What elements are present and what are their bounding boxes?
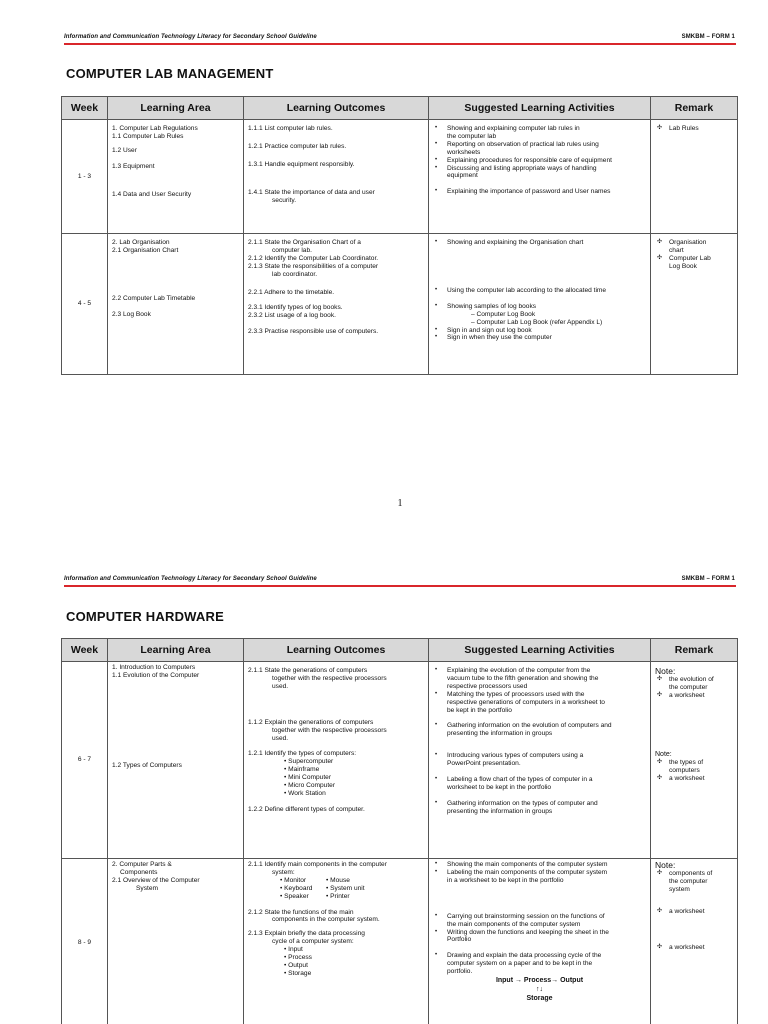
component-pair: • Keyboard • System unit (280, 884, 365, 892)
column-header-learning-area: Learning Area (108, 639, 244, 662)
remark-cell (651, 859, 738, 1024)
column-header-activities: Suggested Learning Activities (429, 639, 651, 662)
activity-item: • Sign in and sign out log book (435, 326, 532, 334)
remark-item: ✣ components of the computer system (657, 870, 713, 893)
outcome-item: 1.1.1 List computer lab rules. (248, 125, 333, 132)
activity-item: • Reporting on observation of practical lab rules using worksheets (435, 140, 599, 156)
activity-item: • Carrying out brainstorming session on the functions of the main components of the computer system (435, 912, 605, 928)
learning-outcomes-cell: 2.1.1 Identify main components in the computer system: • Monitor • Mouse • Keyboard • System unit • Speaker • Printer 2.1.2 State the functions of the main components in the computer system. 2.1.3 Explain briefly the data processing cycle of a computer system: • Input • Process • Output • Storage (244, 859, 429, 1024)
activity-item: • Sign in when they use the computer (435, 334, 552, 342)
header-rule (64, 43, 736, 45)
table-header-row (62, 639, 738, 662)
area-item: 2. Lab Organisation (112, 239, 170, 246)
activity-item: • Explaining the evolution of the computer from the vacuum tube to the fifth generation and showing the respective processors used (435, 667, 599, 690)
outcome-item: 2.1.3 State the responsibilities of a computer (248, 262, 379, 270)
outcome-item: 1.2.1 Practice computer lab rules. (248, 142, 347, 150)
computer-type-item: • Mini Computer (284, 774, 332, 782)
section-title: COMPUTER LAB MANAGEMENT (66, 66, 274, 81)
outcome-item-continued: security. (272, 196, 297, 204)
remark-item: ✣ a worksheet (657, 691, 705, 699)
computer-type-item: • Mainframe (284, 766, 320, 774)
area-item: 1.3 Equipment (112, 162, 155, 170)
outcome-item: 1.1.2 Explain the generations of computers (248, 718, 374, 726)
learning-area-cell (108, 120, 244, 234)
activity-item: • Showing and explaining computer lab rules in the computer lab (435, 125, 580, 140)
area-item: 1.1 Evolution of the Computer (112, 671, 200, 679)
table-row (62, 859, 738, 1024)
learning-outcomes-cell: 2.1.1 State the generations of computers together with the respective processors used. 1.1.2 Explain the generations of computers together with the respective processors used. 1.2.1 Identify the types of computers: • Supercomputer • Mainframe • Mini Computer • Micro Computer • Work Station 1.2.2 Define different types of computer. (244, 662, 429, 859)
activity-item: • Labeling a flow chart of the types of computer in a worksheet to be kept in the portfolio (435, 776, 593, 791)
week-cell: 6 - 7 (62, 662, 108, 859)
area-item: 1.2 Types of Computers (112, 761, 182, 769)
activities-cell (429, 120, 651, 234)
area-item: 1. Introduction to Computers (112, 664, 196, 671)
component-pair: • Monitor • Mouse (280, 876, 350, 884)
page-number: 1 (397, 498, 403, 509)
activity-item: • Using the computer lab according to the allocated time (435, 286, 607, 294)
area-item: 2.1 Organisation Chart (112, 246, 179, 254)
syllabus-table (61, 638, 738, 1024)
column-header-week: Week (62, 97, 108, 120)
guideline-title: Information and Communication Technology Literacy for Secondary School Guideline (64, 576, 317, 582)
learning-outcomes-cell: 2.1.1 State the Organisation Chart of a computer lab. 2.1.2 Identify the Computer Lab Coordinator. 2.1.3 State the responsibilities of a computer lab coordinator. 2.2.1 Adhere to the timetable. 2.3.1 Identify types of log books. 2.3.2 List usage of a log book. 2.3.3 Practise responsible use of computers. (244, 234, 429, 375)
form-label: SMKBM – FORM 1 (681, 576, 735, 582)
note-label: Note: (655, 860, 676, 870)
remark-cell (651, 662, 738, 859)
column-header-learning-area: Learning Area (108, 97, 244, 120)
section-title: COMPUTER HARDWARE (66, 609, 224, 624)
activity-item: • Writing down the functions and keeping the sheet in the Portfolio (435, 928, 609, 944)
table-row (62, 120, 738, 234)
learning-area-cell (108, 662, 244, 859)
remark-item: ✣ a worksheet (657, 907, 705, 915)
cycle-item: • Input (284, 946, 303, 954)
computer-type-item: • Work Station (284, 789, 326, 797)
outcome-item: 2.1.1 State the Organisation Chart of a (248, 239, 361, 246)
outcome-item: 2.1.2 Identify the Computer Lab Coordinator. (248, 254, 379, 262)
area-item: 2. Computer Parts & (112, 861, 172, 868)
area-item: 1. Computer Lab Regulations (112, 125, 198, 132)
area-item: 1.1 Computer Lab Rules (112, 132, 184, 140)
activities-cell (429, 859, 651, 1024)
activity-item: • Explaining procedures for responsible care of equipment (435, 156, 612, 164)
area-item: 2.1 Overview of the Computer (112, 876, 200, 884)
area-item: 1.4 Data and User Security (112, 190, 192, 198)
week-cell: 8 - 9 (62, 859, 108, 1024)
table-row (62, 662, 738, 859)
column-header-remark: Remark (651, 639, 738, 662)
remark-cell (651, 120, 738, 234)
activity-item: • Discussing and listing appropriate ways of handling equipment (435, 164, 597, 180)
note-label: Note: (655, 666, 676, 676)
data-processing-flow: Input → Process→ Output ↑↓ Storage (495, 977, 584, 1003)
outcome-item: 2.1.2 State the functions of the main (248, 908, 354, 916)
activity-item: • Matching the types of processors used with the respective generations of computers in a worksheet to be kept in the portfolio (435, 690, 605, 714)
learning-area-cell: 2. Computer Parts & Components 2.1 Overview of the Computer System (108, 859, 244, 1024)
activity-item: • Gathering information on the evolution of computers and presenting the information in groups (435, 722, 612, 738)
cycle-item: • Output (284, 961, 308, 969)
outcome-item: 2.1.1 State the generations of computers (248, 667, 368, 674)
column-header-learning-outcomes: Learning Outcomes (244, 97, 429, 120)
remark-item: ✣ Organisation chart (657, 239, 707, 254)
column-header-week: Week (62, 639, 108, 662)
area-item: 2.3 Log Book (112, 310, 151, 318)
header-rule (64, 585, 736, 587)
activity-item: • Showing and explaining the Organisation chart (435, 239, 584, 246)
table-header-row (62, 97, 738, 120)
remark-item: ✣ the evolution of the computer (657, 676, 714, 691)
remark-item: ✣ a worksheet (657, 943, 705, 951)
area-item: 1.2 User (112, 146, 137, 154)
cycle-item: • Storage (284, 969, 312, 977)
syllabus-table (61, 96, 738, 375)
activity-item: • Introducing various types of computers using a PowerPoint presentation. (435, 752, 584, 768)
outcome-item: 1.3.1 Handle equipment responsibly. (248, 160, 355, 168)
area-item: 2.2 Computer Lab Timetable (112, 294, 196, 302)
component-pair: • Speaker • Printer (280, 892, 350, 900)
column-header-learning-outcomes: Learning Outcomes (244, 639, 429, 662)
activity-item: • Explaining the importance of password and User names (435, 188, 611, 196)
outcome-item: 1.4.1 State the importance of data and user (248, 188, 375, 196)
outcome-item: 2.3.2 List usage of a log book. (248, 312, 336, 320)
cycle-item: • Process (284, 954, 312, 962)
table-row (62, 234, 738, 375)
activity-item: • Showing samples of log books – Computer Log Book – Computer Lab Log Book (refer Appendix L) (435, 302, 603, 326)
learning-area-cell (108, 234, 244, 375)
activity-item: • Drawing and explain the data processing cycle of the computer system on a paper and to be kept in the portfolio. (435, 952, 602, 976)
outcome-item: 2.2.1 Adhere to the timetable. (248, 288, 335, 296)
activities-cell (429, 662, 651, 859)
outcome-item: 2.3.3 Practise responsible use of computers. (248, 328, 379, 336)
column-header-activities: Suggested Learning Activities (429, 97, 651, 120)
outcome-item: 2.3.1 Identify types of log books. (248, 304, 343, 312)
form-label: SMKBM – FORM 1 (681, 34, 735, 40)
remark-item: ✣ Computer Lab Log Book (657, 254, 711, 270)
outcome-item: 1.2.2 Define different types of computer. (248, 805, 365, 813)
note-label: Note: (655, 750, 672, 758)
outcome-item: 1.2.1 Identify the types of computers: (248, 750, 357, 758)
column-header-remark: Remark (651, 97, 738, 120)
week-cell: 4 - 5 (62, 234, 108, 375)
outcome-item: 2.1.1 Identify main components in the computer (248, 861, 387, 868)
activity-item: • Showing the main components of the computer system (435, 861, 608, 868)
outcome-item: 2.1.3 Explain briefly the data processing (248, 930, 365, 938)
computer-type-item: • Micro Computer (284, 782, 336, 790)
computer-type-item: • Supercomputer (284, 758, 334, 766)
activity-item: • Gathering information on the types of computer and presenting the information in groups (435, 799, 598, 815)
week-cell: 1 - 3 (62, 120, 108, 234)
learning-outcomes-cell (244, 120, 429, 234)
remark-item: ✣ a worksheet (657, 774, 705, 782)
activities-cell (429, 234, 651, 375)
remark-item: ✣ the types of computers (657, 758, 704, 774)
activity-item: • Labeling the main components of the computer system in a worksheet to be kept in the portfolio (435, 868, 608, 884)
remark-item: ✣ Lab Rules (657, 125, 699, 132)
remark-cell (651, 234, 738, 375)
document-page-2 (0, 560, 768, 1024)
guideline-title: Information and Communication Technology Literacy for Secondary School Guideline (64, 34, 317, 40)
